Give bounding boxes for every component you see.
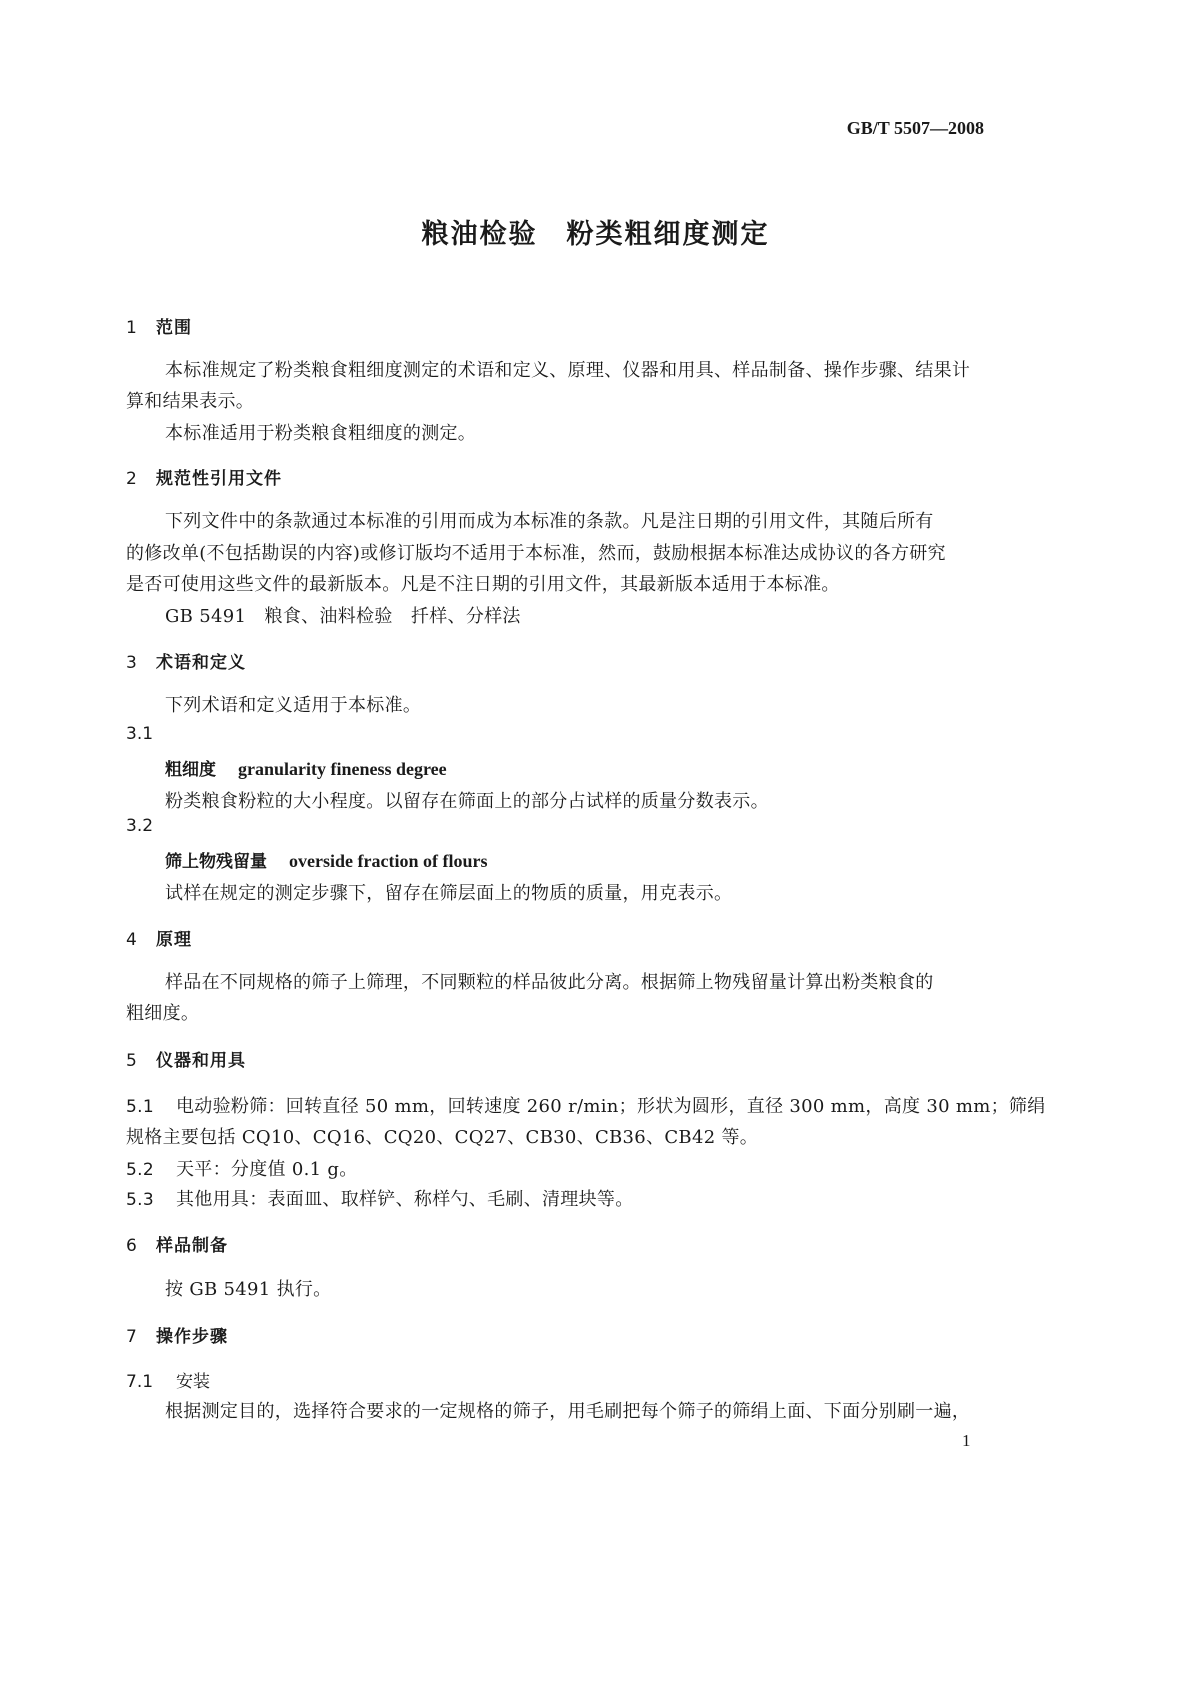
paragraph-line: 本标准适用于粉类粮食粗细度的测定。 — [165, 423, 477, 444]
term-number: 3.2 — [126, 816, 154, 836]
clause-number: 7.1 — [126, 1372, 154, 1392]
section-2-heading — [126, 464, 282, 489]
section-title: 样品制备 — [156, 1236, 228, 1256]
paragraph-line: 下列术语和定义适用于本标准。 — [165, 695, 422, 716]
clause-number: 5.3 — [126, 1190, 154, 1210]
paragraph-line: 按 GB 5491 执行。 — [165, 1279, 332, 1300]
clause-5-2 — [126, 1155, 358, 1181]
page-number: 1 — [962, 1431, 971, 1450]
standard-number: GB/T 5507—2008 — [846, 118, 984, 138]
term-english: granularity fineness degree — [238, 759, 447, 779]
term-entry — [165, 755, 447, 780]
clause-text: 其他用具：表面皿、取样铲、称样勺、毛刷、清理块等。 — [176, 1189, 634, 1210]
paragraph-line: 样品在不同规格的筛子上筛理，不同颗粒的样品彼此分离。根据筛上物残留量计算出粉类粮食的 — [165, 972, 934, 993]
term-chinese: 粗细度 — [165, 760, 216, 780]
clause-text: 天平：分度值 0.1 g。 — [176, 1159, 358, 1180]
section-number: 3 — [126, 653, 138, 673]
section-3-heading — [126, 648, 246, 673]
clause-5-3 — [126, 1185, 634, 1211]
paragraph-line: 算和结果表示。 — [126, 391, 255, 412]
term-number: 3.1 — [126, 724, 154, 744]
paragraph-line: 粗细度。 — [126, 1003, 200, 1024]
section-number: 2 — [126, 469, 138, 489]
section-title: 范围 — [156, 318, 192, 338]
section-6-heading — [126, 1231, 228, 1256]
section-7-heading — [126, 1322, 228, 1347]
section-title: 操作步骤 — [156, 1327, 228, 1347]
term-definition: 试样在规定的测定步骤下，留存在筛层面上的物质的质量，用克表示。 — [165, 883, 733, 904]
section-number: 5 — [126, 1051, 138, 1071]
section-4-heading — [126, 925, 192, 950]
paragraph-line: 根据测定目的，选择符合要求的一定规格的筛子，用毛刷把每个筛子的筛绢上面、下面分别刷一遍， — [165, 1401, 971, 1422]
section-title: 规范性引用文件 — [156, 469, 282, 489]
paragraph-line: 规格主要包括 CQ10、CQ16、CQ20、CQ27、CB30、CB36、CB42 等。 — [126, 1127, 759, 1148]
section-5-heading — [126, 1046, 246, 1071]
paragraph-line: 下列文件中的条款通过本标准的引用而成为本标准的条款。凡是注日期的引用文件，其随后所有 — [165, 511, 934, 532]
term-english: overside fraction of flours — [289, 851, 488, 871]
section-title: 术语和定义 — [156, 653, 246, 673]
clause-7-1 — [126, 1367, 210, 1392]
term-entry — [165, 847, 487, 872]
paragraph-line: 的修改单(不包括勘误的内容)或修订版均不适用于本标准，然而，鼓励根据本标准达成协议的各方研究 — [126, 543, 946, 564]
section-number: 4 — [126, 930, 138, 950]
normative-reference: GB 5491 粮食、油料检验 扦样、分样法 — [165, 606, 521, 627]
clause-number: 5.1 — [126, 1097, 154, 1117]
section-1-heading — [126, 313, 192, 338]
clause-5-1 — [126, 1092, 1046, 1118]
clause-label: 安装 — [176, 1372, 210, 1392]
paragraph-line: 是否可使用这些文件的最新版本。凡是不注日期的引用文件，其最新版本适用于本标准。 — [126, 574, 840, 595]
paragraph-line: 本标准规定了粉类粮食粗细度测定的术语和定义、原理、仪器和用具、样品制备、操作步骤、结果计 — [165, 360, 971, 381]
section-number: 1 — [126, 318, 138, 338]
document-title: 粮油检验 粉类粗细度测定 — [421, 219, 770, 250]
term-definition: 粉类粮食粉粒的大小程度。以留存在筛面上的部分占试样的质量分数表示。 — [165, 791, 769, 812]
term-chinese: 筛上物残留量 — [165, 852, 267, 872]
section-title: 原理 — [156, 930, 192, 950]
clause-text: 电动验粉筛：回转直径 50 mm，回转速度 260 r/min；形状为圆形，直径 300 mm，高度 30 mm；筛绢 — [176, 1096, 1046, 1117]
clause-number: 5.2 — [126, 1160, 154, 1180]
section-title: 仪器和用具 — [156, 1051, 246, 1071]
section-number: 6 — [126, 1236, 138, 1256]
section-number: 7 — [126, 1327, 138, 1347]
